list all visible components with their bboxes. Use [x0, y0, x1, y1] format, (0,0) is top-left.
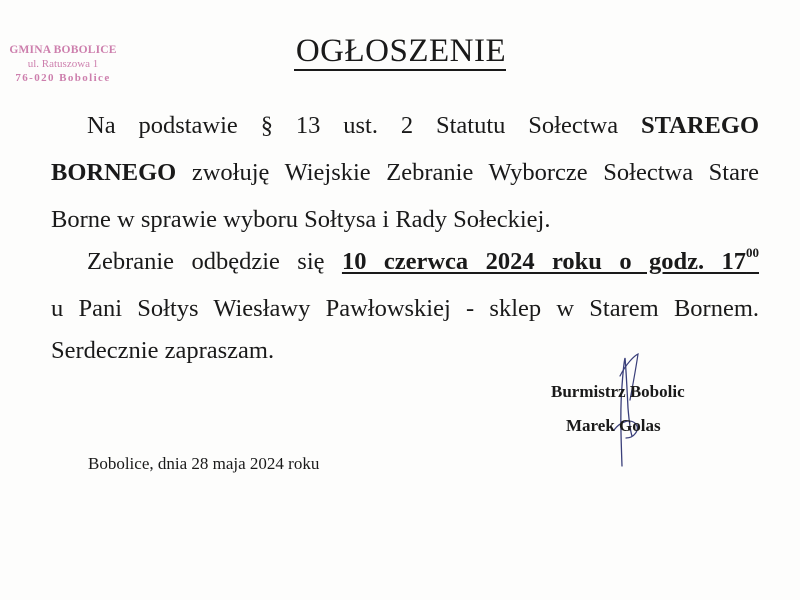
paragraph-1-line-1-text: Na podstawie § 13 ust. 2 Statutu Sołectwa — [87, 112, 619, 139]
paragraph-2-line-2: u Pani Sołtys Wiesławy Pawłowskiej - sklep w Starem Bornem. — [51, 295, 759, 322]
signatory-name: Marek Golas — [566, 416, 661, 435]
meeting-date-time — [341, 245, 760, 275]
meeting-date-time-text: 10 czerwca 2024 roku o godz. 17 — [341, 248, 747, 275]
announcement-title: OGŁOSZENIE — [295, 33, 507, 69]
paragraph-2-line-1 — [51, 238, 759, 285]
paragraph-1-village-name-part-2: BORNEGO — [51, 159, 177, 186]
paragraph-1-line-1 — [51, 102, 759, 149]
paragraph-1-line-2 — [51, 149, 759, 196]
meeting-hour-minutes: 00 — [746, 245, 760, 260]
paragraph-1-line-2-text: zwołuję Wiejskie Zebranie Wyborcze Sołectwa Stare — [191, 159, 760, 186]
stamp-line-postcode: 76-020 Bobolice — [15, 72, 111, 84]
announcement-paragraph-1 — [51, 102, 759, 243]
place-and-date: Bobolice, dnia 28 maja 2024 roku — [88, 454, 320, 473]
stamp-line-street: ul. Ratuszowa 1 — [27, 58, 99, 70]
handwritten-signature — [600, 348, 660, 468]
stamp-line-name: GMINA BOBOLICE — [9, 44, 117, 56]
closing-text: Serdecznie zapraszam. — [51, 337, 275, 364]
announcement-paragraph-2 — [51, 238, 759, 332]
paragraph-1-line-3: Borne w sprawie wyboru Sołtysa i Rady Sołeckiej. — [51, 206, 551, 233]
paragraph-1-village-name-part-1: STAREGO — [641, 112, 760, 139]
announcement-title-block — [0, 33, 800, 71]
meeting-intro-text: Zebranie odbędzie się — [87, 248, 325, 275]
signatory-title: Burmistrz Bobolic — [551, 382, 685, 401]
